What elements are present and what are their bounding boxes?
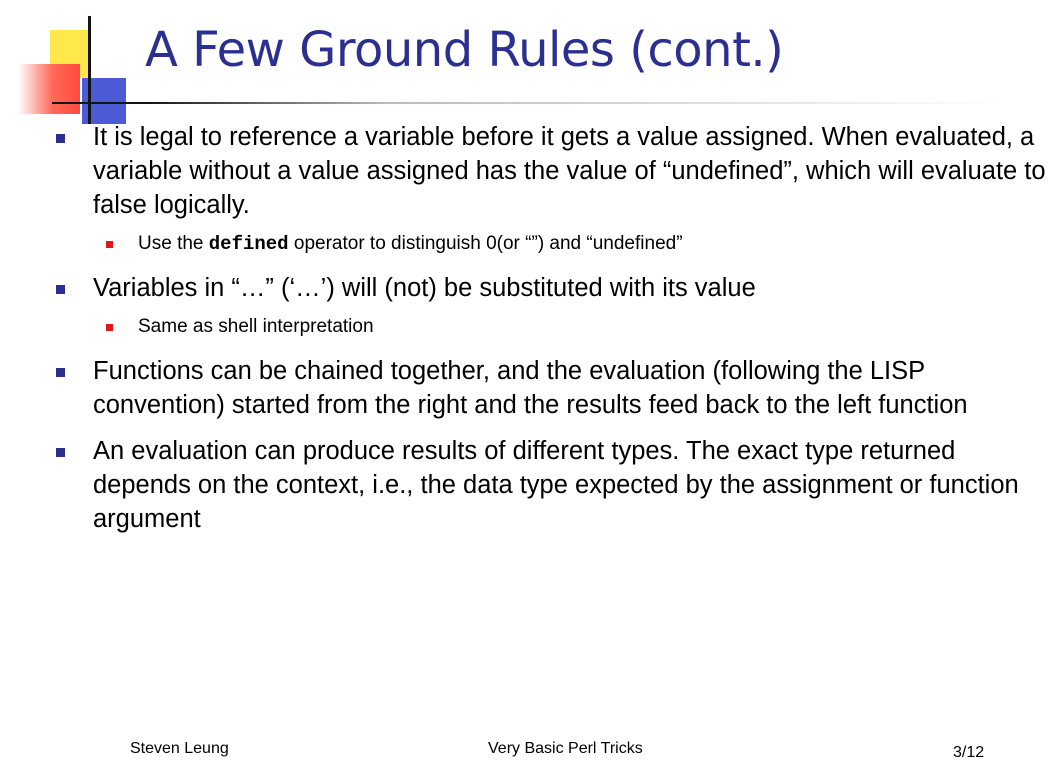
slide-title: A Few Ground Rules (cont.)	[145, 22, 784, 78]
page-number: 3/12	[953, 744, 985, 761]
logo-vertical-line	[88, 16, 91, 124]
footer-topic: Very Basic Perl Tricks	[488, 740, 643, 757]
title-underline	[52, 102, 1004, 104]
footer-author: Steven Leung	[130, 740, 229, 757]
square-bullet-icon	[56, 448, 65, 457]
bullet-text: Functions can be chained together, and the evaluation (following the LISP convention) started from the right and the results feed back to the left function	[93, 357, 968, 419]
bullet-item	[56, 434, 1046, 536]
bullet-item	[56, 354, 1046, 422]
logo-red-square	[18, 64, 80, 114]
square-bullet-icon	[106, 241, 113, 248]
sub-bullet-item	[56, 231, 1046, 257]
corner-logo	[0, 0, 150, 130]
bullet-item	[56, 120, 1046, 222]
sub-bullet-text: Same as shell interpretation	[138, 316, 374, 337]
slide-body	[56, 120, 1046, 548]
sub-bullet-item	[56, 314, 1046, 340]
sub-bullet-prefix: Use the	[138, 233, 209, 254]
bullet-text: Variables in “…” (‘…’) will (not) be substituted with its value	[93, 274, 756, 302]
code-keyword: defined	[208, 233, 289, 255]
bullet-item	[56, 271, 1046, 305]
square-bullet-icon	[106, 324, 113, 331]
sub-bullet-suffix: operator to distinguish 0(or “”) and “undefined”	[288, 233, 683, 254]
bullet-text: An evaluation can produce results of different types. The exact type returned depends on the context, i.e., the data type expected by the assignment or function argument	[93, 437, 1019, 533]
bullet-text: It is legal to reference a variable before it gets a value assigned. When evaluated, a variable without a value assigned has the value of “undefined”, which will evaluate to false logically.	[93, 123, 1046, 219]
square-bullet-icon	[56, 368, 65, 377]
square-bullet-icon	[56, 285, 65, 294]
square-bullet-icon	[56, 134, 65, 143]
